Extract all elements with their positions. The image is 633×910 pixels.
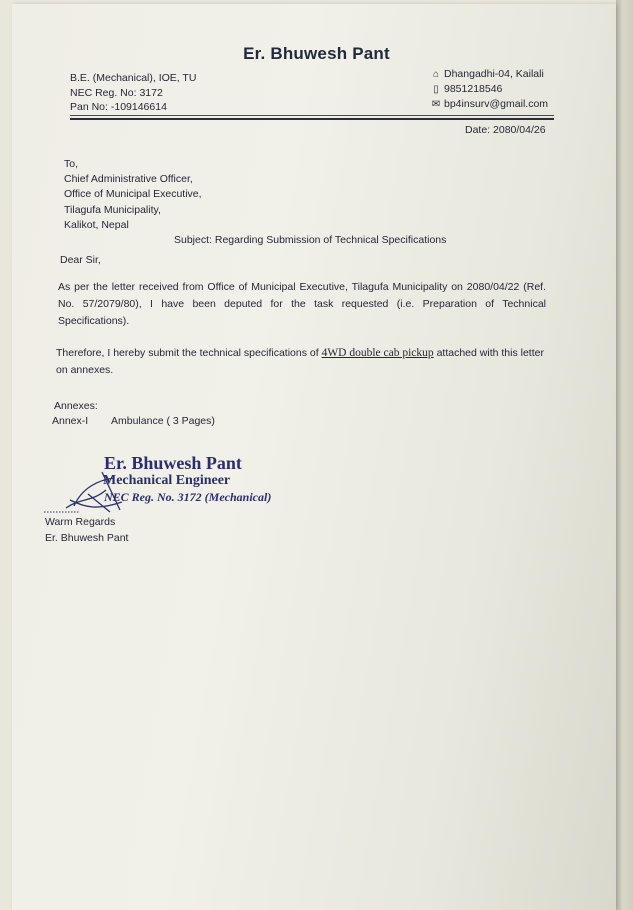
annex-description: Ambulance ( 3 Pages)	[111, 415, 215, 427]
address-line	[431, 68, 544, 80]
closing-regards: Warm Regards	[45, 516, 116, 528]
nec-reg-number: NEC Reg. No: 3172	[70, 87, 163, 99]
para2-text: Therefore, I hereby submit the technical specifications of	[56, 347, 322, 359]
recipient-line: Kalikot, Nepal	[64, 219, 129, 231]
signatory-name: Er. Bhuwesh Pant	[45, 532, 129, 544]
annex-label: Annex-I	[52, 415, 89, 427]
para2-text-end: attached with this letter on annexes.	[56, 347, 544, 376]
phone-icon: ▯	[433, 84, 439, 95]
email-text: bp4insurv@gmail.com	[444, 98, 549, 110]
subject-line: Subject: Regarding Submission of Technical Specifications	[174, 234, 447, 246]
recipient-line: Office of Municipal Executive,	[64, 188, 202, 200]
phone-text: 9851218546	[444, 83, 503, 95]
envelope-icon: ✉	[431, 99, 441, 110]
header-divider	[70, 115, 554, 116]
stamp-name: Er. Bhuwesh Pant	[104, 453, 242, 473]
salutation: Dear Sir,	[60, 254, 101, 266]
page-edge	[616, 0, 633, 910]
vehicle-type-underlined: 4WD double cab pickup	[321, 347, 434, 359]
header-divider-thick	[70, 118, 554, 120]
letter-page	[12, 4, 616, 910]
letter-date: Date: 2080/04/26	[465, 124, 546, 136]
recipient-line: Chief Administrative Officer,	[64, 173, 193, 185]
body-paragraph-1: As per the letter received from Office of Municipal Executive, Tilagufa Municipality on 2080/04/22 (Ref. No. 57/2079/80), I have been deputed for the task requested (i.e. Preparation of Technical Specifications).	[58, 281, 546, 327]
home-icon: ⌂	[432, 69, 440, 80]
qualification: B.E. (Mechanical), IOE, TU	[70, 72, 197, 84]
stamp-title: Mechanical Engineer	[103, 473, 231, 488]
letterhead-name: Er. Bhuwesh Pant	[243, 44, 390, 63]
stamp-registration: NEC Reg. No. 3172 (Mechanical)	[104, 490, 272, 504]
body-paragraph-2	[56, 345, 548, 379]
phone-line	[431, 83, 502, 95]
pan-number: Pan No: -109146614	[70, 101, 167, 113]
email-line	[431, 98, 548, 110]
recipient-line: Tilagufa Municipality,	[64, 204, 161, 216]
annexes-heading: Annexes:	[54, 400, 98, 412]
recipient-to: To,	[64, 158, 79, 170]
address-text: Dhangadhi-04, Kailali	[444, 68, 544, 80]
